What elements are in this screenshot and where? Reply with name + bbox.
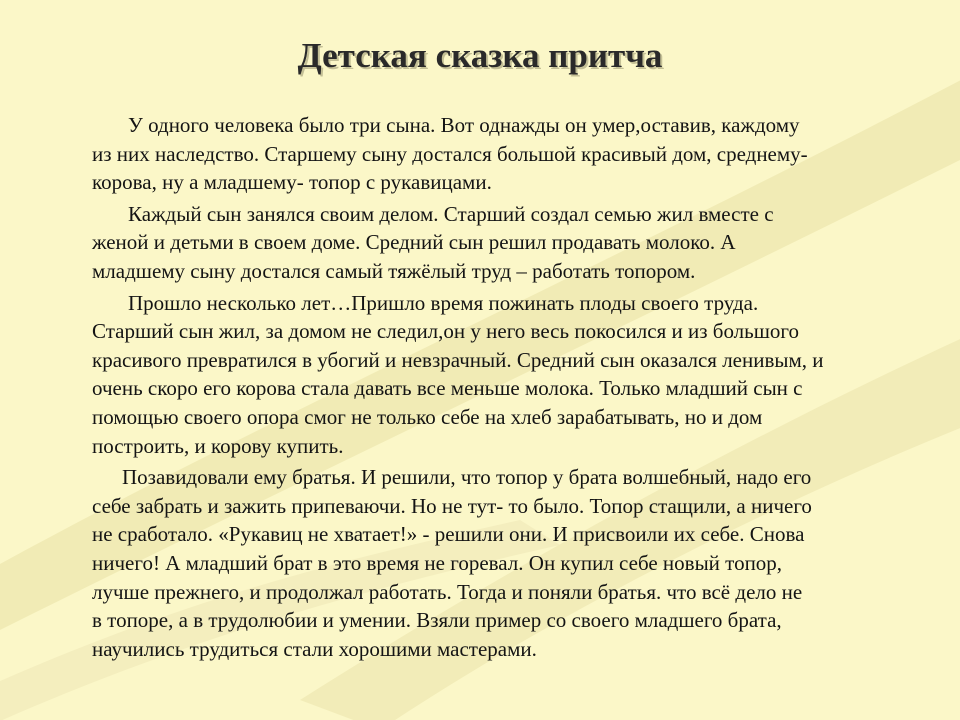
- text-line: в топоре, а в трудолюбии и умении. Взяли пример со своего младшего брата,: [92, 608, 782, 633]
- paragraph-4: [92, 463, 927, 663]
- text-line: У одного человека было три сына. Вот однажды он умер,оставив, каждому: [128, 113, 800, 137]
- text-line: из них наследство. Старшему сыну достался большой красивый дом, среднему-: [92, 141, 808, 166]
- text-line: Прошло несколько лет…Пришло время пожинать плоды своего труда.: [128, 290, 759, 315]
- text-line: помощью своего опора смог не только себе на хлеб зарабатывать, но и дом: [92, 404, 763, 429]
- paragraph-2: [92, 200, 927, 286]
- story-text: [92, 111, 927, 663]
- text-line: Старший сын жил, за домом не следил,он у него весь покосился и из большого: [92, 319, 799, 344]
- text-line: себе забрать и зажить припеваючи. Но не тут- то было. Топор стащили, а ничего: [92, 493, 812, 518]
- slide-title: Детская сказка притча: [297, 36, 663, 75]
- text-line: построить, и корову купить.: [92, 433, 344, 458]
- text-line: Позавидовали ему братья. И решили, что топор у брата волшебный, надо его: [122, 465, 812, 490]
- text-line: женой и детьми в своем доме. Средний сын решил продавать молоко. А: [92, 230, 736, 255]
- text-line: красивого превратился в убогий и невзрачный. Средний сын оказался ленивым, и: [92, 347, 824, 372]
- paragraph-3: [92, 289, 927, 461]
- paragraph-1: [92, 111, 927, 197]
- text-line: научились трудиться стали хорошими мастерами.: [92, 636, 537, 661]
- text-line: лучше прежнего, и продолжал работать. Тогда и поняли братья. что всё дело не: [92, 579, 803, 604]
- text-line: Каждый сын занялся своим делом. Старший создал семью жил вместе с: [128, 201, 774, 226]
- text-line: не сработало. «Рукавиц не хватает!» - решили они. И присвоили их себе. Снова: [92, 522, 805, 547]
- text-line: очень скоро его корова стала давать все меньше молока. Только младший сын с: [92, 376, 803, 401]
- text-line: корова, ну а младшему- топор с рукавицами.: [92, 170, 492, 195]
- text-line: младшему сыну достался самый тяжёлый труд – работать топором.: [92, 258, 696, 283]
- text-line: ничего! А младший брат в это время не горевал. Он купил себе новый топор,: [92, 550, 783, 575]
